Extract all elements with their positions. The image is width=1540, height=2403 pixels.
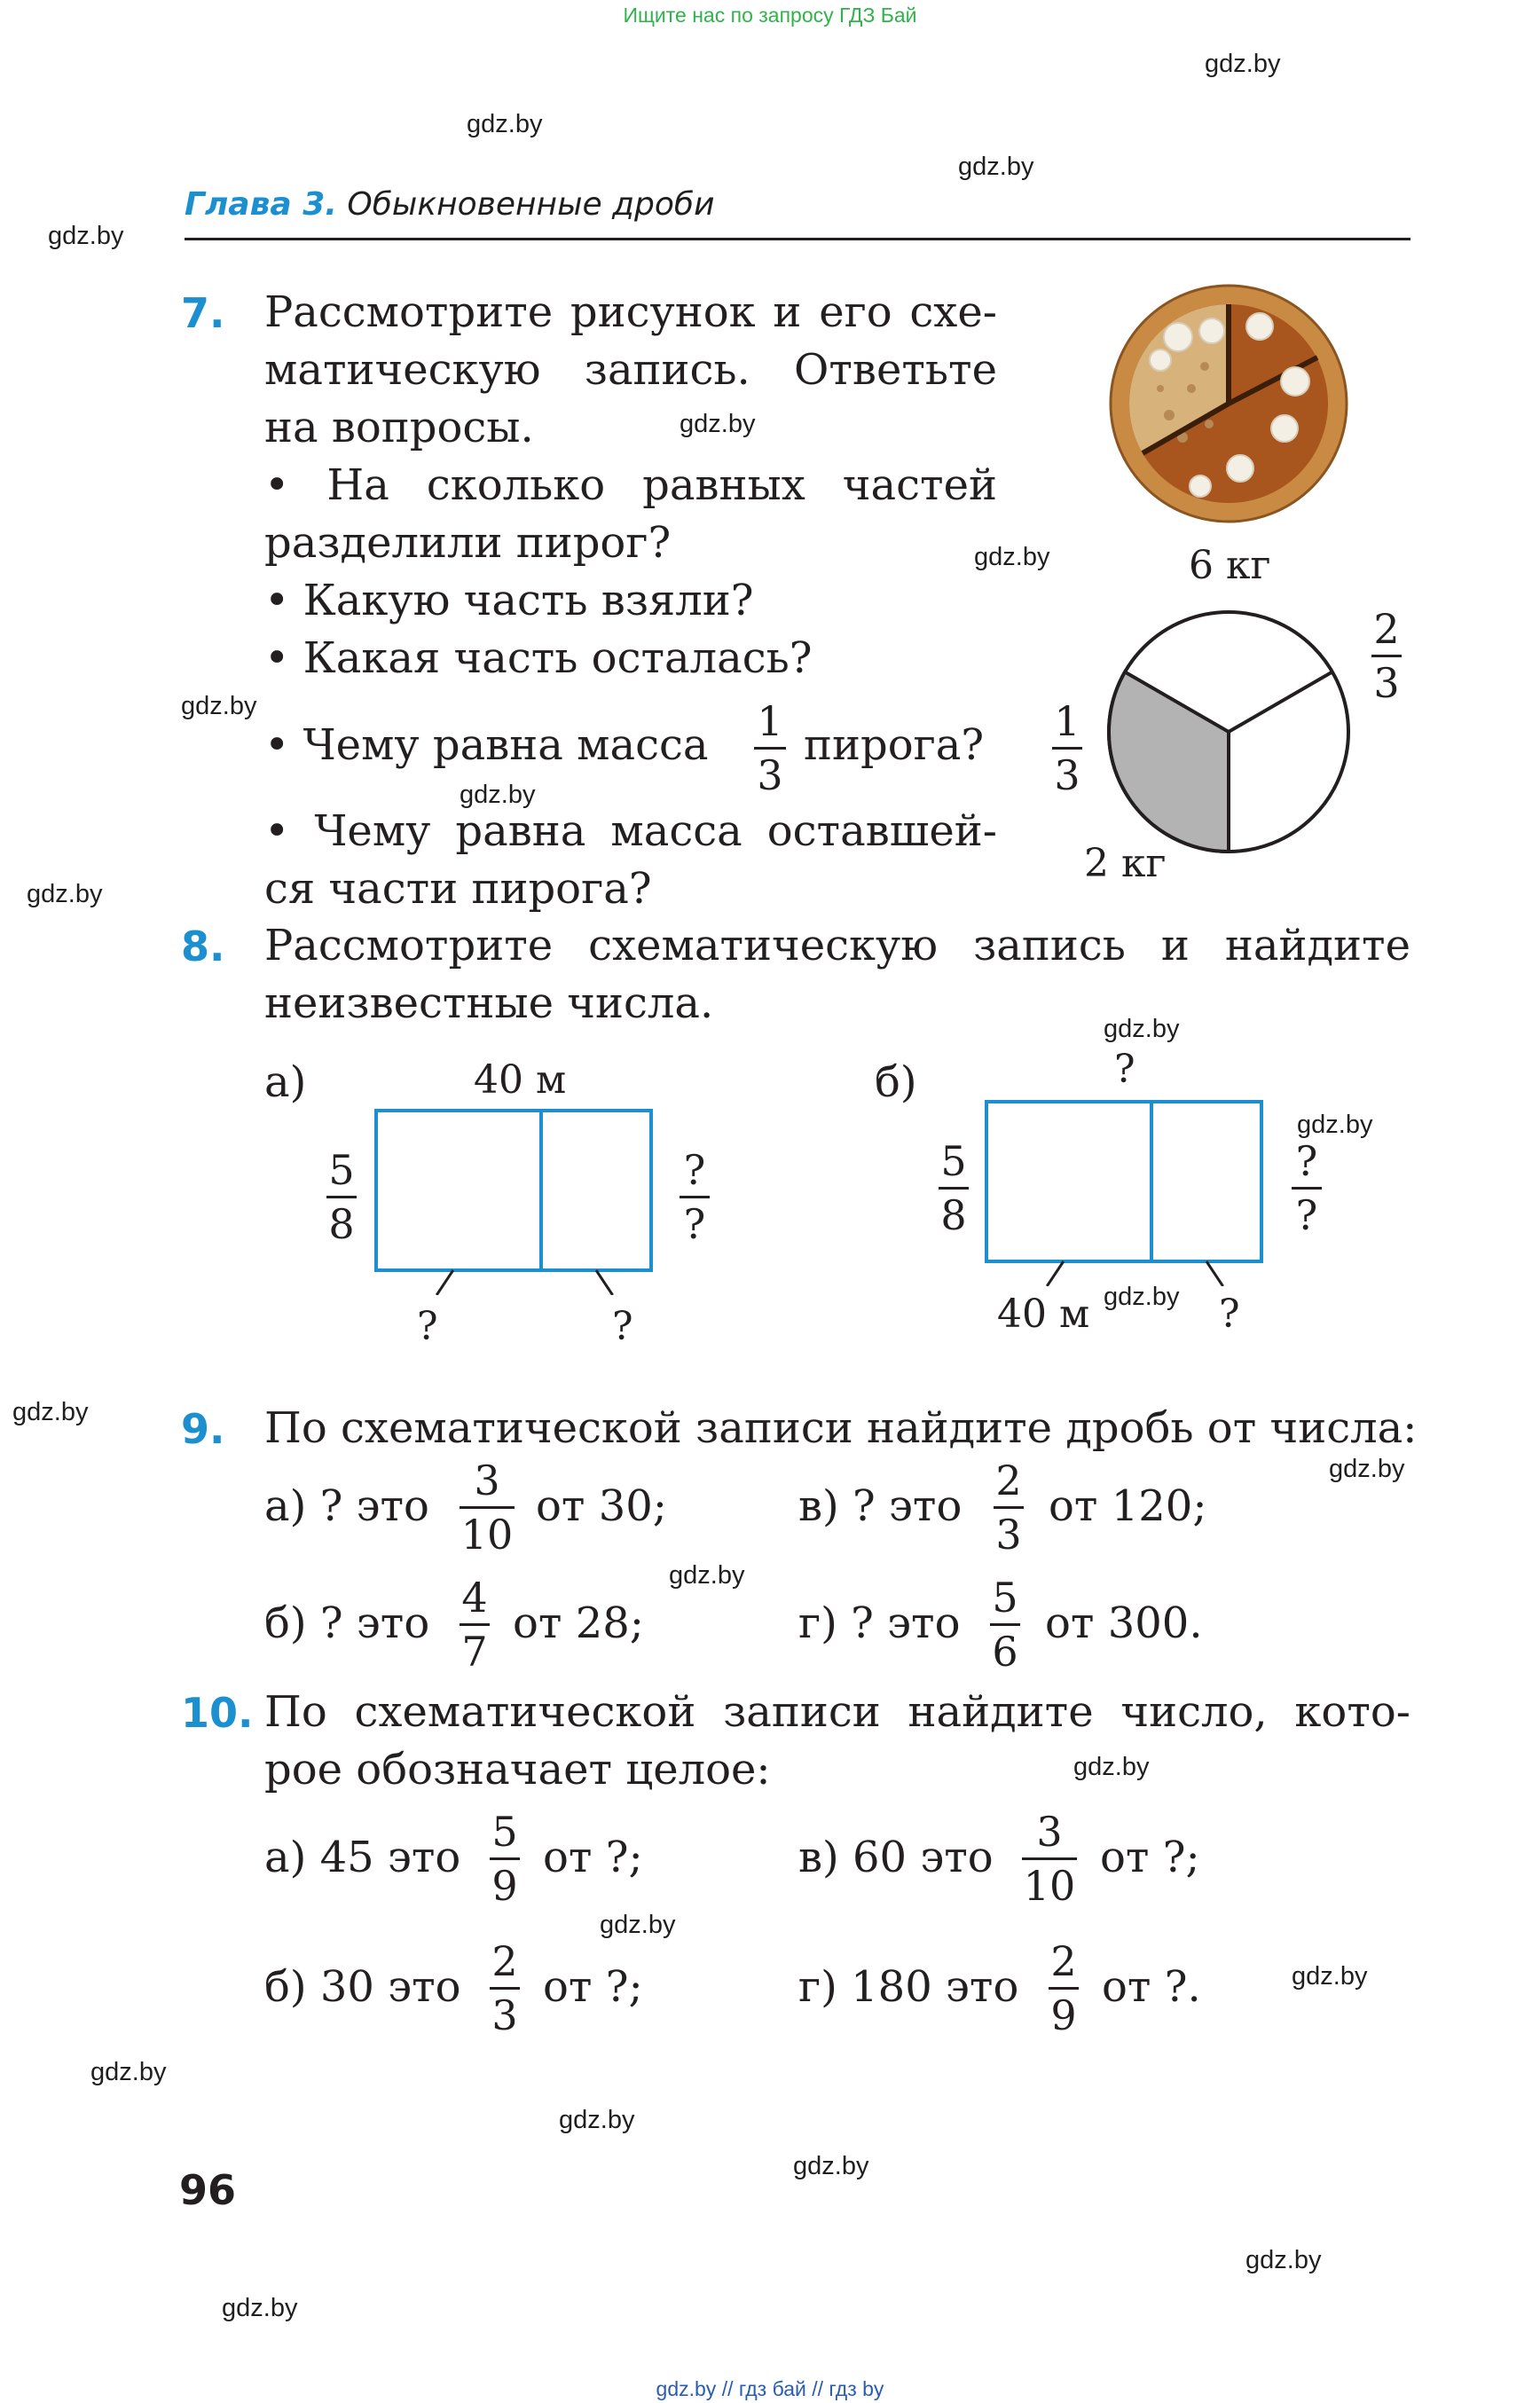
denominator: 3 — [491, 1991, 518, 2039]
task-10b-prefix: б) 30 это — [264, 1962, 461, 2012]
fraction-bar — [994, 1506, 1024, 1509]
denominator: 3 — [1373, 659, 1400, 707]
denominator: 7 — [461, 1628, 488, 1676]
watermark: gdz.by — [1292, 1962, 1368, 1991]
denominator: 9 — [491, 1862, 518, 1910]
task-10a-fraction — [490, 1808, 520, 1910]
watermark: gdz.by — [460, 781, 536, 809]
task-8a-bottom-right: ? — [612, 1304, 633, 1349]
chapter-number: Глава 3. — [185, 186, 337, 223]
task-7-question-4: • Чему равна масса — [264, 720, 709, 770]
watermark: gdz.by — [1104, 1015, 1180, 1043]
task-10v-prefix: в) 60 это — [798, 1833, 994, 1882]
scheme-box — [986, 1102, 1261, 1261]
top-banner: Ищите нас по запросу ГДЗ Бай — [623, 4, 917, 27]
fraction-bar — [490, 1857, 520, 1860]
task-8a-bottom-left: ? — [417, 1304, 438, 1349]
task-8a-label: а) — [264, 1057, 307, 1107]
fraction-bar — [1049, 1987, 1079, 1990]
numerator: 3 — [474, 1457, 500, 1504]
fraction-bar — [990, 1623, 1020, 1626]
denominator: 3 — [757, 751, 783, 799]
task-10v-suffix: от ?; — [1100, 1833, 1200, 1882]
task-9v-suffix: от 120; — [1049, 1481, 1207, 1531]
task-7-question-1: • На сколько равных частей — [264, 460, 997, 510]
watermark: gdz.by — [1329, 1455, 1405, 1483]
watermark: gdz.by — [600, 1911, 676, 1939]
footer: gdz.by // гдз бай // гдз by — [656, 2377, 884, 2400]
numerator: 5 — [992, 1574, 1018, 1622]
task-10g-suffix: от ?. — [1102, 1962, 1201, 2012]
task-9v-prefix: в) ? это — [798, 1481, 962, 1531]
numerator: 5 — [940, 1137, 967, 1185]
watermark: gdz.by — [48, 222, 124, 250]
task-8a-right-fraction — [680, 1146, 710, 1248]
task-8b-right-fraction — [1292, 1137, 1322, 1239]
numerator: ? — [683, 1146, 706, 1194]
fraction-bar — [680, 1196, 710, 1198]
task-7-question-4-end: пирога? — [804, 720, 985, 770]
scheme-pointer-right — [1206, 1261, 1223, 1286]
page-number: 96 — [179, 2166, 237, 2214]
denominator: 8 — [940, 1191, 967, 1239]
pie-schema — [1100, 603, 1357, 860]
denominator: ? — [1295, 1191, 1318, 1239]
task-10g-prefix: г) 180 это — [798, 1962, 1019, 2012]
task-7-intro-line3: на вопросы. — [264, 403, 534, 452]
pie-fraction-right — [1371, 605, 1402, 707]
task-9a-suffix: от 30; — [536, 1481, 667, 1531]
task-9-number: 9. — [181, 1405, 225, 1453]
task-10-number: 10. — [181, 1689, 254, 1737]
numerator: 5 — [328, 1146, 355, 1194]
task-8b-top-label: ? — [1114, 1047, 1135, 1092]
task-10a-prefix: а) 45 это — [264, 1833, 461, 1882]
task-10g-fraction — [1049, 1937, 1079, 2039]
task-10b-suffix: от ?; — [543, 1962, 643, 2012]
pie-total-label: 6 кг — [1189, 543, 1271, 588]
numerator: 4 — [461, 1574, 488, 1622]
numerator: 3 — [1036, 1808, 1063, 1856]
task-8b-bottom-left: 40 м — [997, 1292, 1090, 1337]
denominator: 8 — [328, 1200, 355, 1248]
task-9a-prefix: а) ? это — [264, 1481, 429, 1531]
fraction-bar — [1022, 1857, 1077, 1860]
numerator: 5 — [491, 1808, 518, 1856]
watermark: gdz.by — [1245, 2246, 1322, 2274]
fraction-bar — [1052, 747, 1082, 750]
pie-fraction-left — [1052, 697, 1082, 799]
numerator: 1 — [757, 697, 783, 745]
watermark: gdz.by — [467, 110, 543, 138]
denominator: 9 — [1050, 1991, 1077, 2039]
fraction-bar — [490, 1987, 520, 1990]
task-10-text-line1: По схематической записи найдите число, кото- — [264, 1687, 1410, 1737]
task-10a-suffix: от ?; — [543, 1833, 643, 1882]
task-8b-diagram — [965, 1091, 1285, 1286]
fraction-bar — [939, 1187, 969, 1190]
watermark: gdz.by — [559, 2106, 635, 2134]
task-9g-fraction — [990, 1574, 1020, 1676]
fraction-bar — [1292, 1187, 1322, 1190]
watermark: gdz.by — [680, 410, 756, 438]
chapter-title: Обыкновенные дроби — [347, 186, 715, 223]
task-9-text: По схематической записи найдите дробь от числа: — [264, 1403, 1418, 1453]
task-10v-fraction — [1022, 1808, 1077, 1910]
numerator: ? — [1295, 1137, 1318, 1185]
task-8b-bottom-right: ? — [1219, 1292, 1240, 1337]
denominator: 6 — [992, 1628, 1018, 1676]
watermark: gdz.by — [1297, 1111, 1373, 1139]
task-8-text-line1: Рассмотрите схематическую запись и найдите — [264, 921, 1410, 970]
pie-image — [1107, 282, 1350, 525]
task-8b-label: б) — [875, 1057, 917, 1107]
watermark: gdz.by — [1205, 50, 1281, 78]
header-rule — [185, 238, 1410, 240]
task-7-question-5: • Чему равна масса оставшей- — [264, 806, 997, 856]
numerator: 1 — [1054, 697, 1080, 745]
denominator: 10 — [1023, 1862, 1076, 1910]
task-9b-fraction — [460, 1574, 490, 1676]
denominator: 3 — [1054, 751, 1080, 799]
watermark: gdz.by — [181, 692, 257, 720]
fraction-bar — [754, 747, 786, 750]
task-7-intro-line2: матическую запись. Ответьте — [264, 345, 997, 395]
scheme-pointer-right — [596, 1270, 613, 1295]
watermark: gdz.by — [27, 880, 103, 908]
numerator: 2 — [491, 1937, 518, 1985]
task-7-question-1-cont: разделили пирог? — [264, 518, 672, 568]
task-7-question-5-cont: ся части пирога? — [264, 864, 652, 914]
task-7-intro-line1: Рассмотрите рисунок и его схе- — [264, 287, 997, 337]
watermark: gdz.by — [958, 153, 1034, 181]
watermark: gdz.by — [974, 543, 1050, 571]
numerator: 2 — [1050, 1937, 1077, 1985]
task-7-number: 7. — [181, 289, 225, 337]
task-9g-suffix: от 300. — [1045, 1598, 1203, 1648]
watermark: gdz.by — [669, 1561, 745, 1590]
task-9g-prefix: г) ? это — [798, 1598, 961, 1648]
pie-part-label: 2 кг — [1084, 841, 1167, 886]
task-10b-fraction — [490, 1937, 520, 2039]
numerator: 2 — [1373, 605, 1400, 653]
watermark: gdz.by — [1073, 1753, 1150, 1781]
task-7-question-2: • Какую часть взяли? — [264, 576, 754, 625]
fraction-bar — [460, 1506, 515, 1509]
watermark: gdz.by — [1104, 1283, 1180, 1311]
task-9b-suffix: от 28; — [513, 1598, 644, 1648]
denominator: 10 — [460, 1511, 514, 1559]
watermark: gdz.by — [222, 2294, 298, 2322]
task-8a-diagram — [355, 1100, 674, 1295]
task-9a-fraction — [460, 1457, 515, 1559]
task-9v-fraction — [994, 1457, 1024, 1559]
task-7-fraction — [754, 697, 786, 799]
task-8-number: 8. — [181, 923, 225, 970]
task-10-text-line2: рое обозначает целое: — [264, 1745, 771, 1794]
denominator: 3 — [995, 1511, 1022, 1559]
fraction-bar — [326, 1196, 357, 1198]
task-8b-left-fraction — [939, 1137, 969, 1239]
watermark: gdz.by — [12, 1398, 89, 1426]
task-8a-left-fraction — [326, 1146, 357, 1248]
chapter-header — [185, 186, 714, 223]
task-8-text-line2: неизвестные числа. — [264, 978, 714, 1028]
task-9b-prefix: б) ? это — [264, 1598, 430, 1648]
scheme-pointer-left — [1047, 1261, 1064, 1286]
numerator: 2 — [995, 1457, 1022, 1504]
task-7-question-3: • Какая часть осталась? — [264, 633, 813, 683]
denominator: ? — [683, 1200, 706, 1248]
watermark: gdz.by — [793, 2152, 869, 2180]
task-8a-top-label: 40 м — [474, 1057, 567, 1103]
scheme-box — [376, 1111, 651, 1270]
scheme-pointer-left — [436, 1270, 453, 1295]
fraction-bar — [460, 1623, 490, 1626]
watermark: gdz.by — [90, 2058, 167, 2086]
fraction-bar — [1371, 655, 1402, 657]
